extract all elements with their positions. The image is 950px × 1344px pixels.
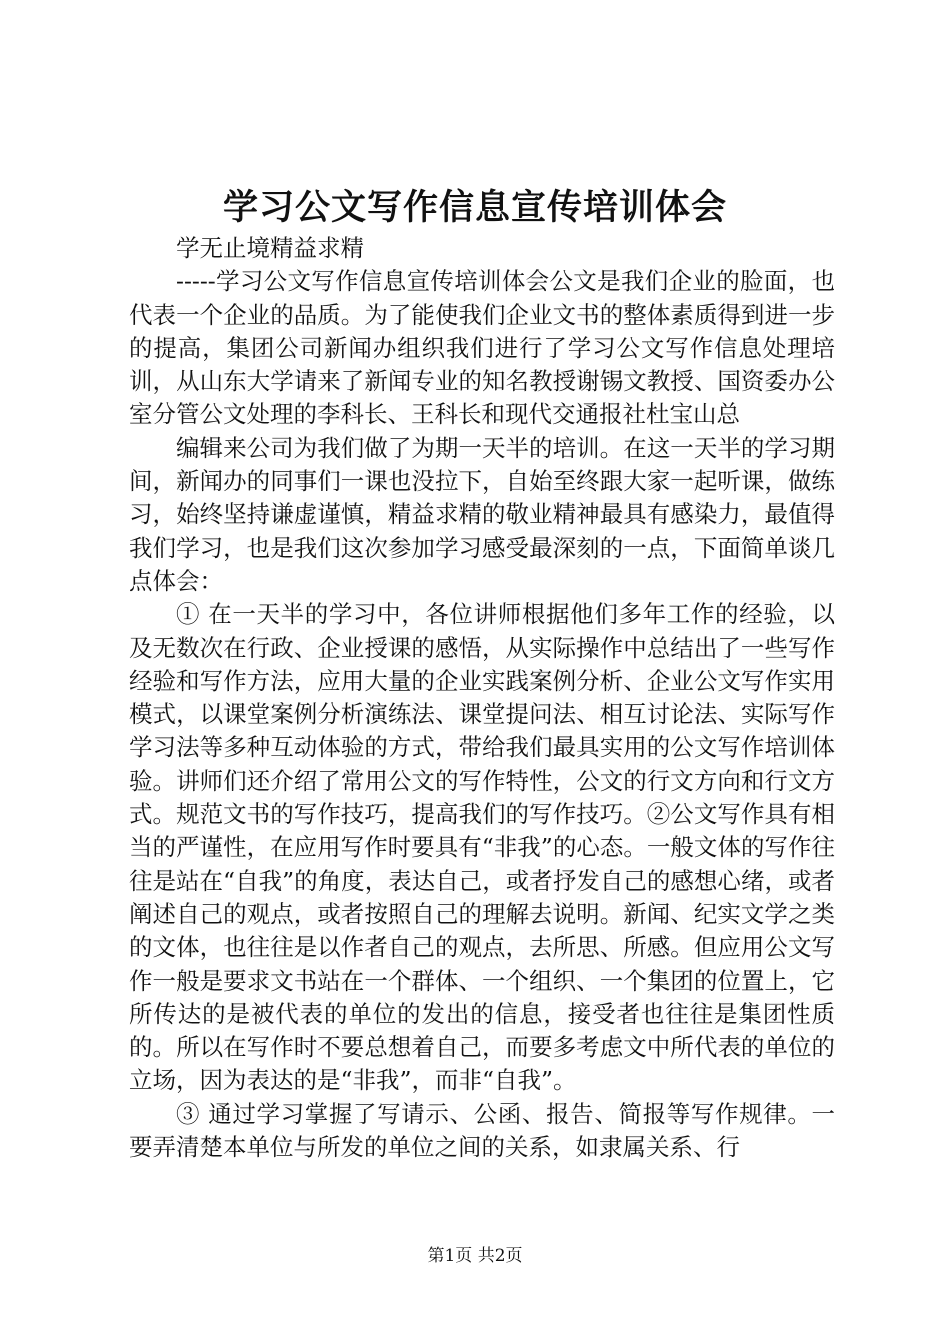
- body-paragraph: 编辑来公司为我们做了为期一天半的培训。在这一天半的学习期间，新闻办的同事们一课也没拉下，自始至终跟大家一起听课，做练习，始终坚持谦虚谨慎，精益求精的敬业精神最具有感染力，最值得我们学习，也是我们这次参加学习感受最深刻的一点，下面简单谈几点体会：: [129, 433, 835, 595]
- body-paragraph: ③ 通过学习掌握了写请示、公函、报告、简报等写作规律。一要弄清楚本单位与所发的单位之间的关系，如隶属关系、行: [129, 1099, 835, 1162]
- document-body: [129, 232, 835, 1164]
- document-title: 学习公文写作信息宣传培训体会: [222, 187, 727, 228]
- page-number-footer: 第1页 共2页: [427, 1246, 523, 1266]
- subtitle-paragraph: 学无止境精益求精: [176, 234, 364, 262]
- body-paragraph: ① 在一天半的学习中，各位讲师根据他们多年工作的经验，以及无数次在行政、企业授课的感悟，从实际操作中总结出了一些写作经验和写作方法，应用大量的企业实践案例分析、企业公文写作实用模式，以课堂案例分析演练法、课堂提问法、相互讨论法、实际写作学习法等多种互动体验的方式，带给我们最具实用的公文写作培训体验。讲师们还介绍了常用公文的写作特性，公文的行文方向和行文方式。规范文书的写作技巧，提高我们的写作技巧。②公文写作具有相当的严谨性，在应用写作时要具有“非我”的心态。一般文体的写作往往是站在“自我”的角度，表达自己，或者抒发自己的感想心绪，或者阐述自己的观点，或者按照自己的理解去说明。新闻、纪实文学之类的文体，也往往是以作者自己的观点，去所思、所感。但应用公文写作一般是要求文书站在一个群体、一个组织、一个集团的位置上，它所传达的是被代表的单位的发出的信息，接受者也往往是集团性质的。所以在写作时不要总想着自己，而要多考虑文中所代表的单位的立场，因为表达的是“非我”，而非“自我”。: [129, 600, 835, 1095]
- body-paragraph: -----学习公文写作信息宣传培训体会公文是我们企业的脸面，也代表一个企业的品质。为了能使我们企业文书的整体素质得到进一步的提高，集团公司新闻办组织我们进行了学习公文写作信息处理培训，从山东大学请来了新闻专业的知名教授谢锡文教授、国资委办公室分管公文处理的李科长、王科长和现代交通报社杜宝山总: [129, 267, 835, 429]
